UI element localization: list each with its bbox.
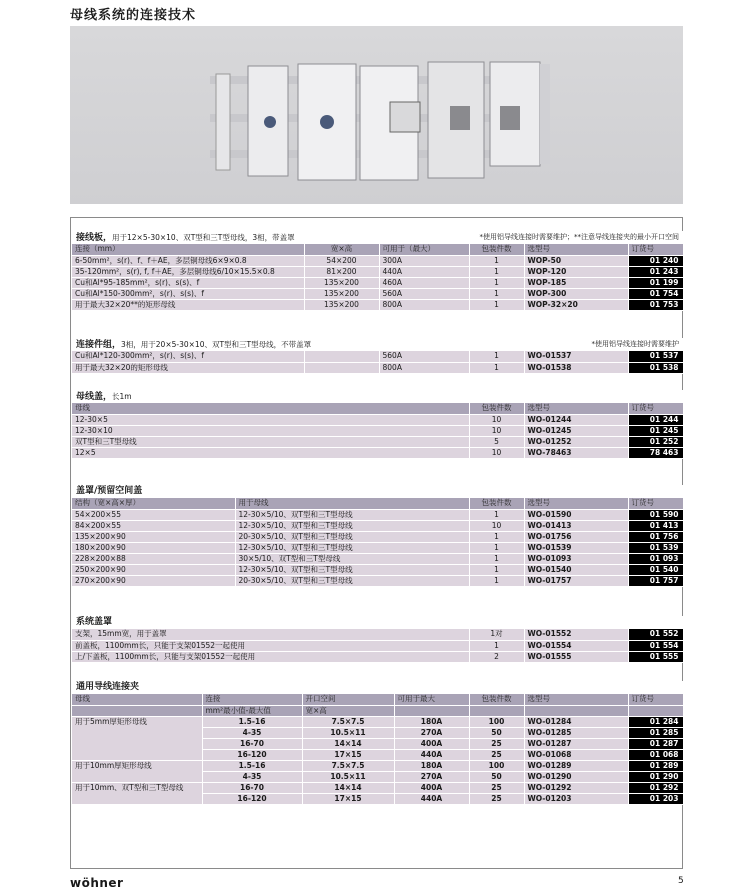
table-header: 结构（宽×高×厚） 用于母线 包装件数 选型号 订货号 [72, 498, 683, 509]
table-row: 16-70 14×14 400A 25 WO-01287 01 287 [72, 738, 683, 749]
brand-logo: wöhner [70, 876, 124, 890]
section-cover-spacers [72, 485, 683, 587]
section-system-covers [72, 616, 683, 663]
table-row: 上/下盖板，1100mm长，只能与支架01552一起使用 2 WO-01555 01 555 [72, 651, 683, 662]
busbar-cover-table [72, 403, 684, 459]
section-connector-sets [72, 338, 683, 374]
table-row: 用于最大32×20**的矩形母线 135×200 800A 1 WOP-32×20 01 753 [72, 299, 683, 310]
table-row: 12×5 10 WO-78463 78 463 [72, 447, 683, 458]
table-row: 4-35 10.5×11 270A 50 WO-01285 01 285 [72, 727, 683, 738]
section-heading: 连接件组，3相，用于20×5-30×10、双T型和三T型母线，不带盖罩 *使用铝导线连接时需要维护 [72, 338, 683, 351]
table-subheader: mm²最小值-最大值 宽×高 [72, 705, 683, 716]
table-row: 250×200×90 12-30×5/10、双T型和三T型母线 1 WO-01540 01 540 [72, 564, 683, 575]
table-row: 用于10mm厚矩形母线 1.5-16 7.5×7.5 180A 100 WO-01289 01 289 [72, 760, 683, 771]
terminal-plate-table [72, 244, 684, 311]
table-row: 16-120 17×15 440A 25 WO-01068 01 068 [72, 749, 683, 760]
table-row: 228×200×88 30×5/10、双T型和三T型母线 1 WO-01093 01 093 [72, 553, 683, 564]
table-row: 135×200×90 20-30×5/10、双T型和三T型母线 1 WO-01756 01 756 [72, 531, 683, 542]
table-header: 连接（mm） 宽×高 可用于（最大） 包装件数 选型号 订货号 [72, 244, 683, 255]
table-row: 84×200×55 12-30×5/10、双T型和三T型母线 10 WO-01413 01 413 [72, 520, 683, 531]
section-cable-clamps [72, 681, 683, 805]
table-row: 54×200×55 12-30×5/10、双T型和三T型母线 1 WO-01590 01 590 [72, 509, 683, 520]
table-row: 前盖板，1100mm长，只能于支架01552一起使用 1 WO-01554 01 554 [72, 640, 683, 651]
table-row: 270×200×90 20-30×5/10、双T型和三T型母线 1 WO-01757 01 757 [72, 575, 683, 586]
table-row: 16-120 17×15 440A 25 WO-01203 01 203 [72, 793, 683, 804]
table-row: Cu和Al*150-300mm²，s(r)、s(s)、f 135×200 560A 1 WOP-300 01 754 [72, 288, 683, 299]
table-row: Cu和Al*120-300mm²，s(r)、s(s)、f 560A 1 WO-01537 01 537 [72, 351, 683, 362]
table-row: 支架，15mm宽，用于盖罩 1对 WO-01552 01 552 [72, 629, 683, 640]
section-busbar-covers [72, 390, 683, 459]
table-row: 35-120mm²，s(r), f, f＋AE，多层铜母线6/10×15.5×0.8 81×200 440A 1 WOP-120 01 243 [72, 266, 683, 277]
product-tables [70, 217, 683, 869]
table-row: 用于5mm厚矩形母线 1.5-16 7.5×7.5 180A 100 WO-01284 01 284 [72, 716, 683, 727]
table-row: 180×200×90 12-30×5/10、双T型和三T型母线 1 WO-01539 01 539 [72, 542, 683, 553]
table-header: 母线 包装件数 选型号 订货号 [72, 403, 683, 414]
table-row: 12-30×10 10 WO-01245 01 245 [72, 425, 683, 436]
section-heading: 通用导线连接夹 [72, 681, 683, 694]
table-row: 12-30×5 10 WO-01244 01 244 [72, 414, 683, 425]
section-terminal-plates [72, 231, 683, 311]
section-heading: 母线盖，长1m [72, 390, 683, 403]
table-header: 母线 连接 开口空间 可用于最大 包装件数 选型号 订货号 [72, 694, 683, 705]
page-number: 5 [678, 876, 684, 886]
table-row: 用于最大32×20的矩形母线 800A 1 WO-01538 01 538 [72, 362, 683, 373]
table-row: 6-50mm²，s(r)、f、f＋AE，多层铜母线6×9×0.8 54×200 300A 1 WOP-50 01 240 [72, 255, 683, 266]
cable-clamp-table [72, 694, 684, 805]
section-heading: 盖罩/预留空间盖 [72, 485, 683, 498]
busbar-illustration [70, 26, 683, 204]
table-row: Cu和Al*95-185mm²，s(r)、s(s)、f 135×200 460A 1 WOP-185 01 199 [72, 277, 683, 288]
table-row: 双T型和三T型母线 5 WO-01252 01 252 [72, 436, 683, 447]
cover-table [72, 498, 684, 587]
connector-set-table [72, 351, 684, 374]
system-cover-table [72, 629, 684, 663]
page-title: 母线系统的连接技术 [70, 8, 197, 23]
table-row: 4-35 10.5×11 270A 50 WO-01290 01 290 [72, 771, 683, 782]
product-photo [70, 26, 683, 204]
section-heading: 接线板，用于12×5-30×10、双T型和三T型母线，3相，带盖罩 *使用铝导线连接时需要维护；**注意导线连接夹的最小开口空间 [72, 231, 683, 244]
section-heading: 系统盖罩 [72, 616, 683, 629]
table-row: 用于10mm、双T型和三T型母线 16-70 14×14 400A 25 WO-01292 01 292 [72, 782, 683, 793]
